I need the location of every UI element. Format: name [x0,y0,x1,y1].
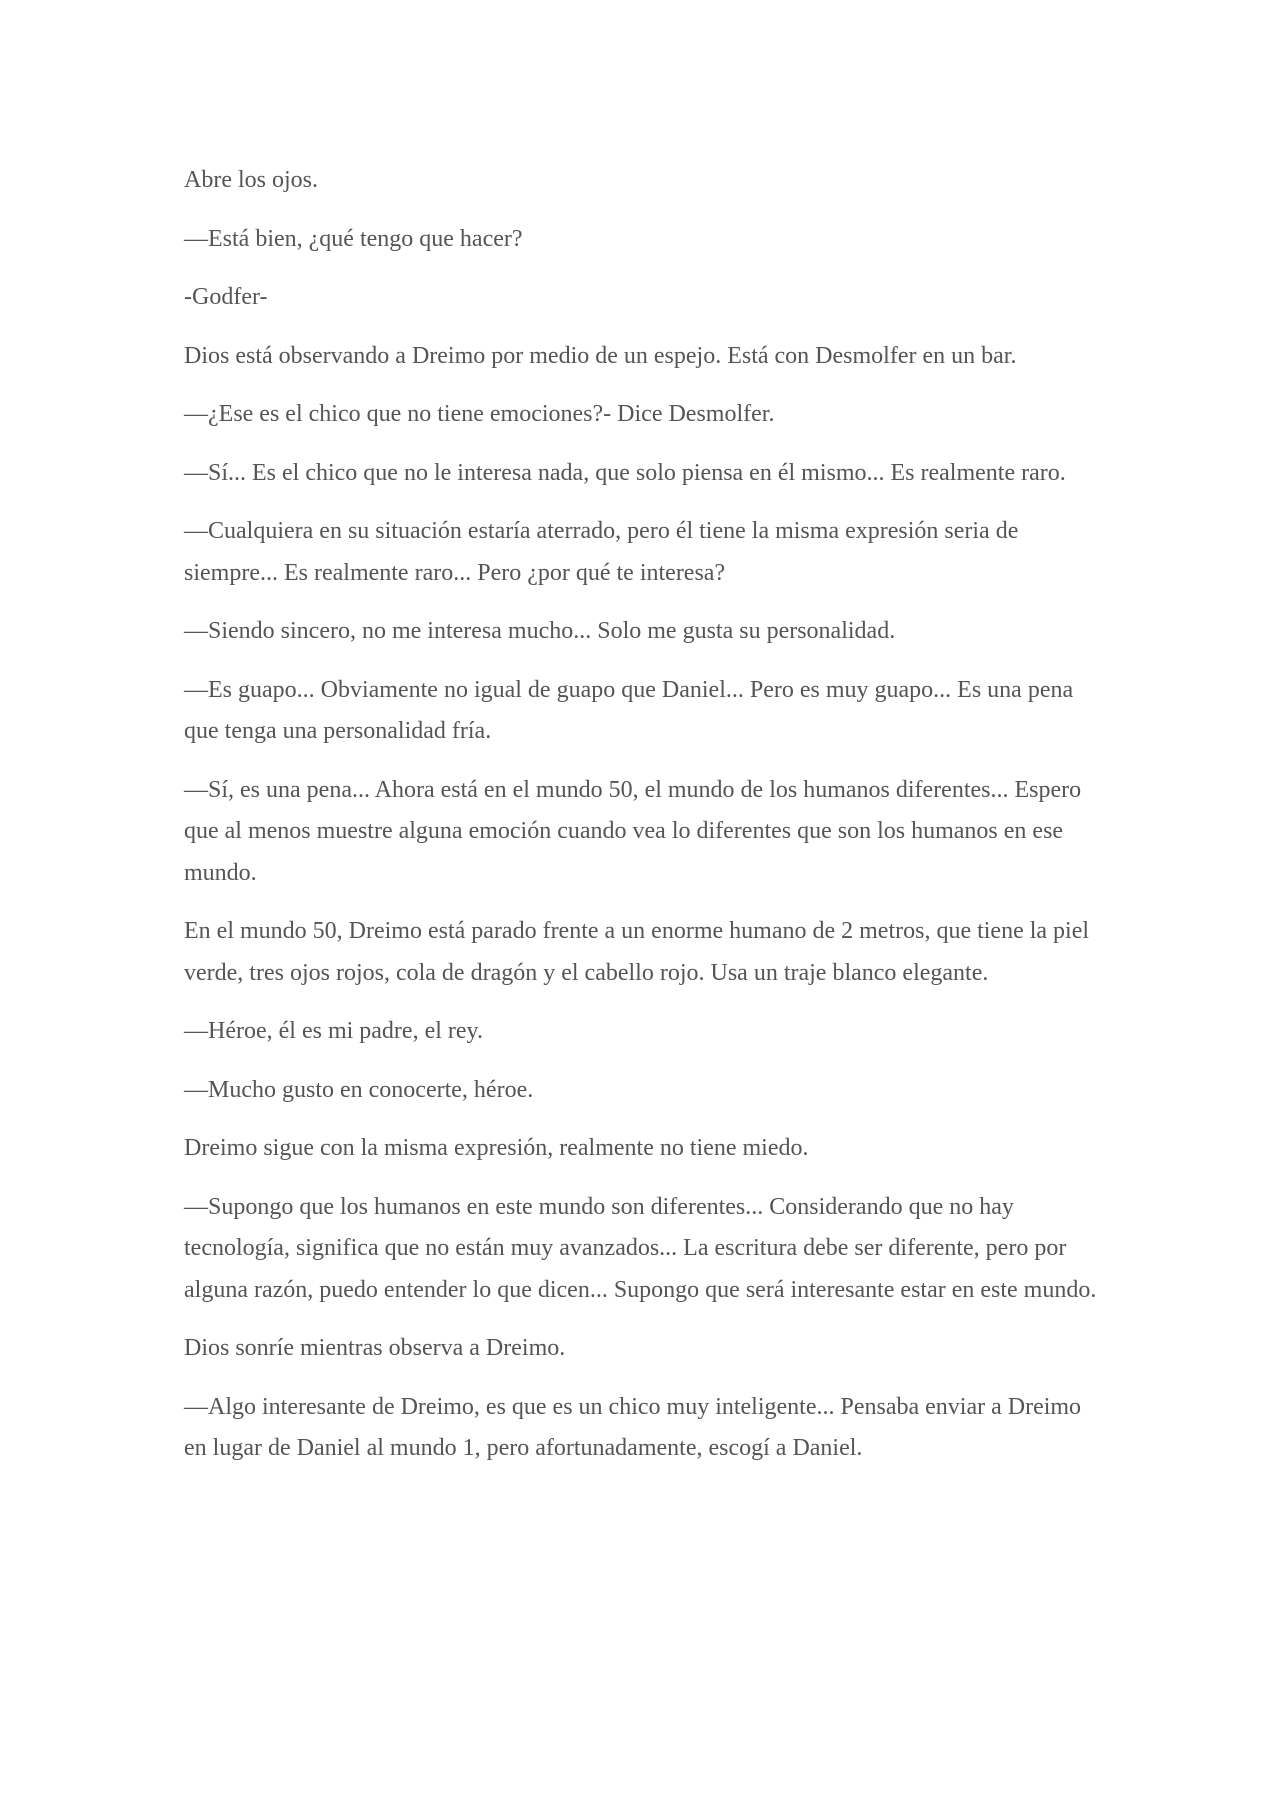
paragraph: -Godfer- [184,284,268,310]
paragraph: —Siendo sincero, no me interesa mucho... Solo me gusta su personalidad. [184,618,896,644]
paragraph: Abre los ojos. [184,167,318,193]
paragraph: En el mundo 50, Dreimo está parado frente a un enorme humano de 2 metros, que tiene la piel verde, tres ojos rojos, cola de dragón y el cabello rojo. Usa un traje blanco elegante. [184,918,1090,986]
paragraph: —Héroe, él es mi padre, el rey. [184,1018,483,1044]
paragraph: —Cualquiera en su situación estaría aterrado, pero él tiene la misma expresión seria de siempre... Es realmente raro... Pero ¿por qué te interesa? [184,518,1019,586]
paragraph: —¿Ese es el chico que no tiene emociones?- Dice Desmolfer. [184,401,775,427]
paragraph: —Supongo que los humanos en este mundo son diferentes... Considerando que no hay tecnología, significa que no están muy avanzados... La escritura debe ser diferente, pero por alguna razón, puedo entender lo que dicen... Supongo que será interesante estar en este mundo. [184,1193,1097,1303]
document-body [184,160,1104,1487]
paragraph: —Mucho gusto en conocerte, héroe. [184,1076,534,1103]
paragraph: Dios está observando a Dreimo por medio de un espejo. Está con Desmolfer en un bar. [184,342,1017,369]
paragraph: —Algo interesante de Dreimo, es que es un chico muy inteligente... Pensaba enviar a Dreimo en lugar de Daniel al mundo 1, pero afortunadamente, escogí a Daniel. [184,1393,1082,1461]
paragraph: Dios sonríe mientras observa a Dreimo. [184,1335,566,1361]
paragraph: —Es guapo... Obviamente no igual de guapo que Daniel... Pero es muy guapo... Es una pena que tenga una personalidad fría. [184,676,1074,744]
paragraph: —Sí... Es el chico que no le interesa nada, que solo piensa en él mismo... Es realmente raro. [184,459,1066,486]
paragraph: Dreimo sigue con la misma expresión, realmente no tiene miedo. [184,1135,809,1161]
paragraph: —Está bien, ¿qué tengo que hacer? [184,225,523,252]
paragraph: —Sí, es una pena... Ahora está en el mundo 50, el mundo de los humanos diferentes... Espero que al menos muestre alguna emoción cuando vea lo diferentes que son los humanos en ese mundo. [184,776,1082,886]
